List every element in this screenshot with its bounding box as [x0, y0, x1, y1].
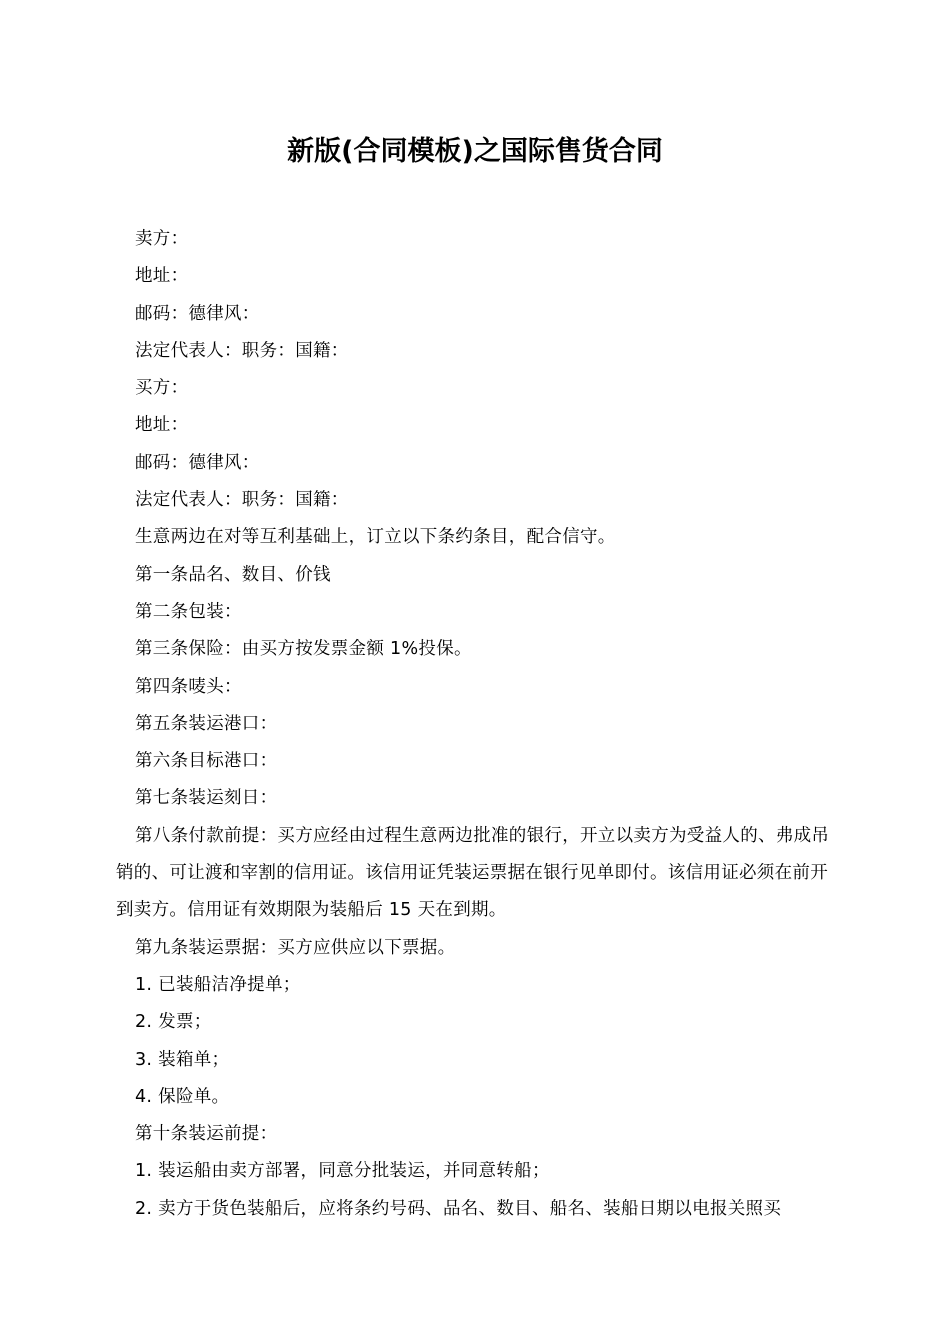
document-body [116, 221, 838, 1228]
article-9-item-4: 4. 保险单。 [135, 1086, 230, 1107]
article-7: 第七条装运刻日： [135, 788, 278, 809]
article-6: 第六条目标港口： [135, 751, 278, 772]
article-1: 第一条品名、数目、价钱 [135, 564, 331, 585]
document-title: 新版(合同模板)之国际售货合同 [287, 136, 663, 167]
seller-label: 卖方： [135, 229, 189, 249]
article-9: 第九条装运票据：买方应供应以下票据。 [135, 937, 456, 958]
article-2: 第二条包装： [135, 601, 242, 622]
article-10-item-2: 2. 卖方于货色装船后，应将条约号码、品名、数目、船名、装船日期以电报关照买 [135, 1198, 782, 1219]
buyer-postcode-phone-label: 邮码：德律风： [135, 452, 260, 473]
article-10: 第十条装运前提： [135, 1124, 278, 1145]
article-9-item-3: 3. 装箱单； [135, 1049, 230, 1070]
article-8: 第八条付款前提：买方应经由过程生意两边批准的银行，开立以卖方为受益人的、弗成吊销的、可让渡和宰割的信用证。该信用证凭装运票据在银行见单即付。该信用证必须在前开到卖方。信用证有效期限为装船后 15 天在到期。 [116, 825, 830, 921]
article-9-item-1: 1. 已装船洁净提单； [135, 974, 301, 995]
article-5: 第五条装运港口： [135, 713, 278, 734]
article-9-item-2: 2. 发票； [135, 1012, 212, 1033]
buyer-label: 买方： [135, 378, 189, 399]
buyer-address-label: 地址： [135, 415, 189, 436]
preamble-paragraph: 生意两边在对等互利基础上，订立以下条约条目，配合信守。 [135, 527, 616, 548]
seller-representative-label: 法定代表人：职务：国籍： [135, 340, 349, 361]
article-3: 第三条保险：由买方按发票金额 1%投保。 [135, 639, 472, 660]
seller-postcode-phone-label: 邮码：德律风： [135, 303, 260, 324]
article-4: 第四条唛头： [135, 676, 242, 697]
article-10-item-1: 1. 装运船由卖方部署，同意分批装运，并同意转船； [135, 1161, 550, 1182]
seller-address-label: 地址： [135, 266, 189, 287]
buyer-representative-label: 法定代表人：职务：国籍： [135, 490, 349, 511]
